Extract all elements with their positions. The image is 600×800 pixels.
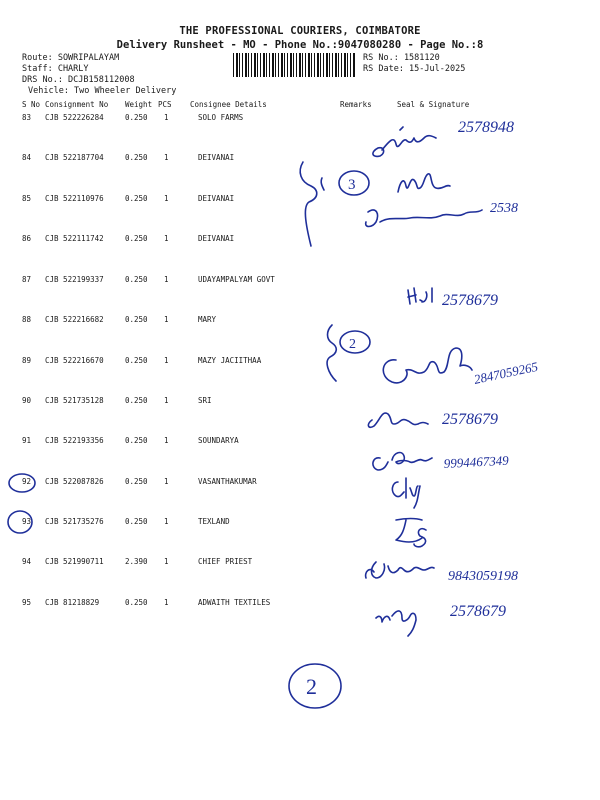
row-weight: 0.250 — [125, 517, 148, 526]
row-sno: 88 — [22, 315, 32, 324]
col-header-sno: S No — [22, 100, 41, 109]
col-header-weight: Weight — [125, 100, 153, 109]
row-sno: 84 — [22, 153, 32, 162]
row-consignment-no: CJB 522187704 — [45, 153, 104, 162]
table-row — [0, 517, 600, 531]
sig-91-number: 9994467349 — [443, 452, 510, 471]
rs-date: RS Date: 15-Jul-2025 — [363, 64, 466, 74]
table-row — [0, 275, 600, 289]
row-sno: 86 — [22, 234, 32, 243]
row-sno: 85 — [22, 194, 32, 203]
row-consignment-no: CJB 522199337 — [45, 275, 104, 284]
row-pcs: 1 — [164, 598, 169, 607]
circle-3-text: 3 — [348, 177, 356, 193]
row-pcs: 1 — [164, 275, 169, 284]
route-label: Route: SOWRIPALAYAM — [22, 53, 120, 63]
table-row — [0, 234, 600, 248]
row-pcs: 1 — [164, 477, 169, 486]
row-consignment-no: CJB 522216682 — [45, 315, 104, 324]
row-consignee: CHIEF PRIEST — [198, 557, 253, 566]
row-weight: 0.250 — [125, 598, 148, 607]
bracket-88-89 — [327, 325, 370, 381]
row-sno: 92 — [22, 477, 32, 486]
row-sno: 87 — [22, 275, 32, 284]
table-row — [0, 557, 600, 571]
table-row — [0, 436, 600, 450]
row-pcs: 1 — [164, 194, 169, 203]
row-weight: 0.250 — [125, 153, 148, 162]
row-sno: 95 — [22, 598, 32, 607]
circle-2-bottom-text: 2 — [306, 674, 317, 699]
col-header-consignment: Consignment No — [45, 100, 109, 109]
col-header-pcs: PCS — [158, 100, 172, 109]
circle-2-bottom — [289, 664, 341, 708]
row-consignee: MAZY JACIITHAA — [198, 356, 262, 365]
circle-3 — [339, 171, 369, 195]
row-consignee: VASANTHAKUMAR — [198, 477, 257, 486]
row-consignment-no: CJB 522111742 — [45, 234, 104, 243]
sig-90-number: 2578679 — [442, 411, 498, 428]
row-weight: 0.250 — [125, 396, 148, 405]
sig-95-number: 2578679 — [450, 603, 506, 620]
row-consignee: MARY — [198, 315, 217, 324]
row-sno: 94 — [22, 557, 32, 566]
table-row — [0, 113, 600, 127]
row-consignment-no: CJB 521990711 — [45, 557, 104, 566]
row-pcs: 1 — [164, 436, 169, 445]
row-sno: 93 — [22, 517, 32, 526]
row-consignment-no: CJB 522193356 — [45, 436, 104, 445]
row-sno: 83 — [22, 113, 32, 122]
row-consignee: SOLO FARMS — [198, 113, 244, 122]
row-pcs: 1 — [164, 234, 169, 243]
runsheet-subtitle: Delivery Runsheet - MO - Phone No.:9047080280 - Page No.:8 — [116, 39, 484, 51]
row-consignment-no: CJB 522216670 — [45, 356, 104, 365]
row-consignment-no: CJB 522226284 — [45, 113, 104, 122]
row-pcs: 1 — [164, 557, 169, 566]
row-consignment-no: CJB 522110976 — [45, 194, 104, 203]
signature-90 — [368, 411, 498, 428]
table-row — [0, 598, 600, 612]
row-pcs: 1 — [164, 356, 169, 365]
table-row — [0, 396, 600, 410]
barcode — [233, 53, 355, 77]
row-pcs: 1 — [164, 315, 169, 324]
row-consignee: ADWAITH TEXTILES — [198, 598, 271, 607]
row-weight: 0.250 — [125, 315, 148, 324]
col-header-remarks: Remarks — [340, 100, 372, 109]
row-consignee: SRI — [198, 396, 212, 405]
row-weight: 0.250 — [125, 194, 148, 203]
vehicle-label: Vehicle: Two Wheeler Delivery — [28, 86, 177, 96]
table-row — [0, 356, 600, 370]
row-sno: 91 — [22, 436, 32, 445]
drs-number: DRS No.: DCJB158112008 — [22, 75, 135, 85]
row-sno: 90 — [22, 396, 32, 405]
row-consignment-no: CJB 81218829 — [45, 598, 100, 607]
staff-label: Staff: CHARLY — [22, 64, 89, 74]
sig-94-number: 9843059198 — [448, 569, 518, 584]
signature-87 — [408, 288, 498, 309]
table-row — [0, 194, 600, 208]
rs-number: RS No.: 1581120 — [363, 53, 440, 63]
signature-91 — [373, 453, 510, 471]
table-row — [0, 153, 600, 167]
company-title: THE PROFESSIONAL COURIERS, COIMBATORE — [179, 25, 421, 37]
row-consignment-no: CJB 521735276 — [45, 517, 104, 526]
sig-83-number: 2578948 — [458, 119, 514, 136]
row-consignee: TEXLAND — [198, 517, 230, 526]
row-consignee: DEIVANAI — [198, 153, 235, 162]
row-weight: 0.250 — [125, 113, 148, 122]
row-weight: 0.250 — [125, 234, 148, 243]
row-weight: 0.250 — [125, 477, 148, 486]
row-weight: 0.250 — [125, 275, 148, 284]
row-weight: 2.390 — [125, 557, 148, 566]
row-pcs: 1 — [164, 517, 169, 526]
circle-2-text: 2 — [349, 337, 356, 352]
row-weight: 0.250 — [125, 356, 148, 365]
row-weight: 0.250 — [125, 436, 148, 445]
row-consignee: DEIVANAI — [198, 194, 235, 203]
sig-85-number: 2538 — [490, 201, 518, 216]
row-consignee: UDAYAMPALYAM GOVT — [198, 275, 275, 284]
col-header-consignee: Consignee Details — [190, 100, 267, 109]
row-consignment-no: CJB 521735128 — [45, 396, 104, 405]
row-pcs: 1 — [164, 396, 169, 405]
col-header-seal: Seal & Signature — [397, 100, 470, 109]
table-row — [0, 315, 600, 329]
row-pcs: 1 — [164, 153, 169, 162]
row-pcs: 1 — [164, 113, 169, 122]
row-sno: 89 — [22, 356, 32, 365]
row-consignment-no: CJB 522087826 — [45, 477, 104, 486]
table-row — [0, 477, 600, 491]
sig-87-number: 2578679 — [442, 292, 498, 309]
sig-89-number: 2847059265 — [472, 358, 540, 387]
row-consignee: DEIVANAI — [198, 234, 235, 243]
row-consignee: SOUNDARYA — [198, 436, 239, 445]
